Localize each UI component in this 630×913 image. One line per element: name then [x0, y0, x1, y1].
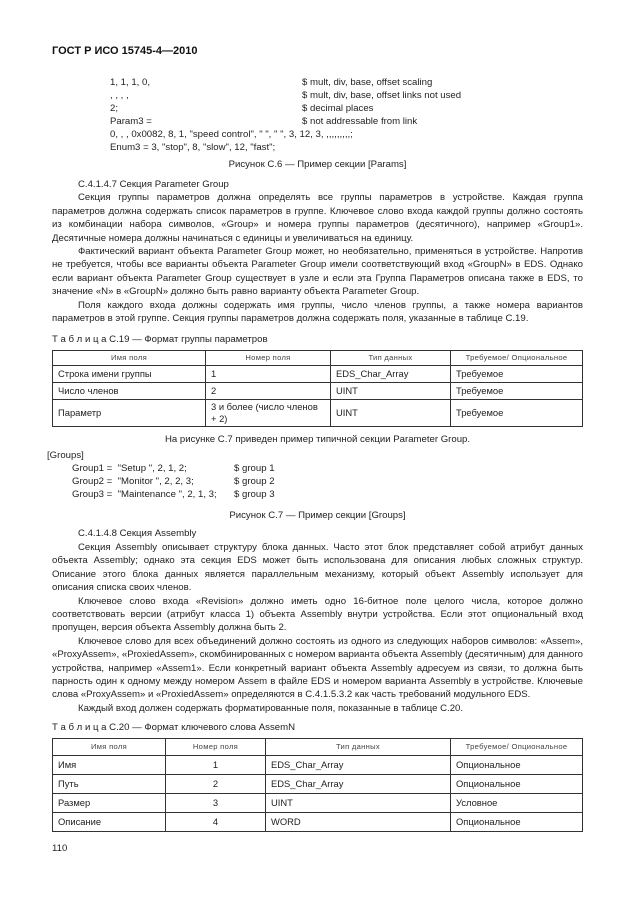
table-cell: 3 — [166, 794, 266, 813]
table-label: Т а б л и ц а — [52, 722, 107, 734]
code-line: Enum3 = 3, "stop", 8, "slow", 12, "fast"; — [110, 142, 276, 153]
column-header: Имя поля — [53, 351, 206, 366]
table-row — [53, 366, 583, 383]
paragraph: Ключевое слово для всех объединений должно состоять из одного из следующих наборов символов: «Assem», «ProxyAssem», «ProxiedAssem», скомбинированных с номером варианта объекта Assembly (десятичным) для данного устройства, например «Assem1». Если конкретный вариант объекта Assembly адресуем из связи, то должна быть парность один к одному между номером Assem в файле EDS и номером варианта Assembly в устройстве. Ключевые слова «ProxyAssem» и «ProxiedAssem» определяются в С.4.1.5.3.2 как часть требований модульного EDS. — [52, 635, 583, 701]
table-cell: Опциональное — [451, 775, 583, 794]
table-cell: 4 — [166, 813, 266, 832]
table-cell: Путь — [53, 775, 166, 794]
code-comment: $ group 2 — [234, 476, 275, 488]
table-cell: UINT — [331, 383, 451, 400]
paragraph: Секция Assembly описывает структуру блока данных. Часто этот блок представляет собой атрибут данных объекта Assembly; однако эта секция EDS может быть использована для описания любых сложных структур. Описание этого блока данных является параллельным механизму, который объект Assembly использует для описания списка своих членов. — [52, 541, 583, 594]
paragraph: Фактический вариант объекта Parameter Group может, но необязательно, применяться в устройстве. Напротив не требуется, чтобы все варианты объекта Parameter Group имели соответствующий вход «GroupN» в EDS. Однако если вариант объекта Parameter Group существует в узле и если эта Группа Параметров описана также в EDS, то значение «N» в «GroupN» должно быть равно варианту объекта Parameter Group. — [52, 246, 583, 298]
code-line: 2; — [110, 103, 119, 114]
table-cell: EDS_Char_Array — [266, 775, 451, 794]
document-header: ГОСТ Р ИСО 15745-4—2010 — [52, 45, 198, 57]
code-row — [72, 462, 583, 475]
table-cell: 2 — [206, 383, 331, 400]
column-header: Требуемое/ Опциональное — [451, 351, 583, 366]
code-row — [110, 89, 583, 102]
table-cell: Опциональное — [451, 756, 583, 775]
column-header: Тип данных — [331, 351, 451, 366]
code-comment: $ not addressable from link — [302, 116, 418, 127]
table-cell: 1 — [206, 366, 331, 383]
column-header: Имя поля — [53, 739, 166, 756]
table-row — [53, 775, 583, 794]
table-row — [53, 383, 583, 400]
table-cell: UINT — [266, 794, 451, 813]
figure-c7-intro: На рисунке С.7 приведен пример типичной секции Parameter Group. — [164, 434, 471, 446]
code-comment: $ mult, div, base, offset links not used — [302, 90, 462, 101]
table-cell: Требуемое — [451, 400, 583, 427]
paragraph: Ключевое слово входа «Revision» должно иметь одно 16-битное поле целого числа, которое должно соответствовать версии (атрибут класса 1) объекта Assembly внутри устройства. Если этот опциональный вход пропущен, версия объекта Assembly должна быть 2. — [52, 595, 583, 634]
code-line: Group1 = "Setup ", 2, 1, 2; — [72, 463, 187, 475]
code-row — [110, 102, 583, 115]
section-c4147 — [52, 178, 583, 325]
table-cell: 2 — [166, 775, 266, 794]
code-line: Group2 = "Monitor ", 2, 2, 3; — [72, 476, 194, 488]
code-line: 1, 1, 1, 0, — [110, 77, 151, 88]
table-cell: EDS_Char_Array — [266, 756, 451, 775]
table-cell: Опциональное — [451, 813, 583, 832]
code-line: Group3 = "Maintenance ", 2, 1, 3; — [72, 489, 217, 501]
section-title: С.4.1.4.7 Секция Parameter Group — [78, 179, 229, 190]
groups-header: [Groups] — [47, 450, 84, 462]
params-code-block — [110, 76, 583, 154]
section-title: С.4.1.4.8 Секция Assembly — [78, 528, 197, 540]
code-row — [72, 488, 583, 501]
table-c20-title — [52, 721, 583, 735]
code-row — [72, 475, 583, 488]
code-row — [110, 76, 583, 89]
paragraph: Каждый вход должен содержать форматированные поля, показанные в таблице С.20. — [78, 702, 464, 714]
paragraph: Секция группы параметров должна определять все группы параметров в устройстве. Каждая группа параметров должна содержать список параметров в группе. Ключевое слово входа каждой группы должно состоять из комбинации набора символов, «Group» и номера группы параметров (десятичного), например «Group1». Десятичные номера должны начинаться с единицы и увеличиваться на единицу. — [52, 192, 583, 244]
table-cell: 1 — [166, 756, 266, 775]
code-row — [110, 128, 583, 141]
table-row — [53, 813, 583, 832]
table-label: Т а б л и ц а — [52, 334, 107, 346]
table-cell: Условное — [451, 794, 583, 813]
table-cell: Параметр — [53, 400, 206, 427]
table-c19-title — [52, 333, 583, 347]
code-row — [110, 115, 583, 128]
table-cell: UINT — [331, 400, 451, 427]
table-cell: Требуемое — [451, 366, 583, 383]
table-row — [53, 794, 583, 813]
table-cell: Описание — [53, 813, 166, 832]
code-comment — [353, 128, 359, 141]
table-cell: Число членов — [53, 383, 206, 400]
figure-c7-caption: Рисунок С.7 — Пример секции [Groups] — [229, 510, 406, 522]
table-title-text: С.19 — Формат группы параметров — [109, 334, 268, 346]
column-header: Тип данных — [266, 739, 451, 756]
table-cell: Требуемое — [451, 383, 583, 400]
column-header: Требуемое/ Опциональное — [451, 739, 583, 756]
groups-code-block — [72, 462, 583, 501]
table-c19 — [52, 350, 583, 427]
table-cell: Имя — [53, 756, 166, 775]
code-line: 0, , , 0x0082, 8, 1, "speed control", " ", " ", 3, 12, 3, ,,,,,,,,,; — [110, 129, 353, 140]
column-header: Номер поля — [166, 739, 266, 756]
code-comment: $ mult, div, base, offset scaling — [302, 77, 433, 88]
table-cell: 3 и более (число членов + 2) — [206, 400, 331, 427]
code-comment: $ group 3 — [234, 489, 275, 501]
section-c4148 — [52, 527, 583, 715]
table-cell: EDS_Char_Array — [331, 366, 451, 383]
table-row — [53, 400, 583, 427]
table-cell: Размер — [53, 794, 166, 813]
table-cell: Строка имени группы — [53, 366, 206, 383]
code-line: Param3 = — [110, 116, 152, 127]
table-cell: WORD — [266, 813, 451, 832]
page-number: 110 — [52, 843, 68, 855]
paragraph: Поля каждого входа должны содержать имя группы, число членов группы, а также номера вариантов параметров в этой группе. Секция группы параметров должна содержать поля, указанные в таблице С.19. — [52, 299, 583, 325]
code-line: , , , , — [110, 90, 129, 101]
code-comment — [296, 141, 302, 154]
code-comment: $ group 1 — [234, 463, 275, 475]
figure-c6-caption: Рисунок С.6 — Пример секции [Params] — [228, 159, 407, 170]
table-c20 — [52, 738, 583, 832]
table-title-text: С.20 — Формат ключевого слова AssemN — [109, 722, 296, 734]
code-comment: $ decimal places — [302, 103, 374, 114]
column-header: Номер поля — [206, 351, 331, 366]
code-row — [110, 141, 583, 154]
table-row — [53, 756, 583, 775]
